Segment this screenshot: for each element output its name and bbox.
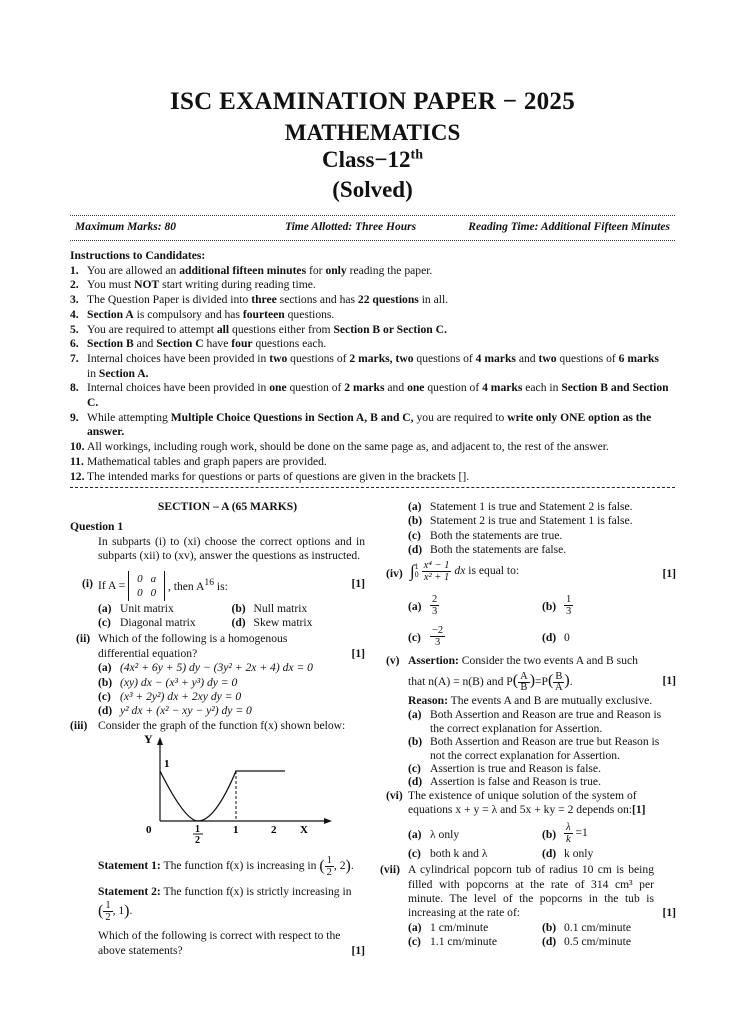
option[interactable]: (c) $\frac{-2}{3}$ xyxy=(408,624,444,648)
instruction-item xyxy=(70,323,670,338)
q-iii-ask: Which of the following is correct with respect to the above statements? [1] xyxy=(98,929,365,957)
instruction-text: Section B and Section C have four questions each. xyxy=(87,337,327,351)
instruction-text: The Question Paper is divided into three sections and has 22 questions in all. xyxy=(87,293,449,307)
option[interactable]: (a) Statement 1 is true and Statement 2 is false. xyxy=(408,500,633,513)
tick-half-num: 1 xyxy=(195,824,200,836)
q-vii-options xyxy=(386,921,676,950)
option[interactable]: (b) 0.1 cm/minute xyxy=(542,920,631,934)
option[interactable]: (c) Diagonal matrix xyxy=(98,616,196,630)
option[interactable]: (a) λ only xyxy=(408,827,460,841)
option[interactable]: (d) k only xyxy=(542,846,594,860)
tick-2: 2 xyxy=(271,824,277,837)
q-iv-stem: (iv) ∫$^1_0$ $\frac{\text{x⁴ − 1}}{\text{x² + 1}}$ dx is equal to: [1] xyxy=(386,559,676,583)
instruction-number: 7. xyxy=(70,351,79,365)
paper-title: ISC EXAMINATION PAPER − 2025 xyxy=(169,88,576,115)
instruction-number: 1. xyxy=(70,263,79,277)
instruction-number: 6. xyxy=(70,337,79,351)
instruction-item xyxy=(70,455,670,470)
q-v-line2: that n(A) = n(B) and P( $\frac{A}{B}$ )=P( $\frac{B}{A}$ ). [1] xyxy=(408,670,676,693)
matrix-a: 0 a 0 0 xyxy=(128,571,165,601)
instruction-text: You must NOT start writing during reading time. xyxy=(87,278,316,292)
instruction-number: 3. xyxy=(70,293,79,307)
option[interactable]: (c) Both the statements are true. xyxy=(408,528,563,542)
option[interactable]: (b) $\frac{1}{3}$ xyxy=(542,593,572,617)
instruction-item xyxy=(70,381,670,410)
option[interactable]: (c) 1.1 cm/minute xyxy=(408,935,497,949)
instruction-item xyxy=(70,440,670,455)
section-a-heading: SECTION – A (65 MARKS) xyxy=(157,500,298,513)
q-vii-stem: (vii) A cylindrical popcorn tub of radius 10 cm is being filled with popcorns at the rate of 314 cm³ per minute. The level of the popcorns in the tub is increasing at the rate of: [1] xyxy=(380,863,676,920)
class-title: Class−12th xyxy=(322,147,423,172)
instruction-item xyxy=(70,411,670,440)
option[interactable]: (b) (xy) dx − (x³ + y³) dy = 0 xyxy=(98,675,238,689)
reading-time: Reading Time: Additional Fifteen Minutes xyxy=(468,221,670,233)
question-1-intro: In subparts (i) to (xi) choose the correct options and in subparts (xii) to (xv), answer the questions as instructed. xyxy=(98,534,365,563)
question-1-label: Question 1 xyxy=(70,520,124,534)
instruction-number: 4. xyxy=(70,307,79,321)
q-vi-stem: (vi) The existence of unique solution of the system of equations x + y = λ and 5x + ky = 2 depends on:[1] xyxy=(386,788,646,817)
option[interactable]: (b) $\frac{\lambda}{k}$ =1 xyxy=(542,821,588,845)
q-v-assertion: (v) Assertion: Consider the two events A and B such xyxy=(386,653,638,667)
q-iii-options xyxy=(386,500,676,558)
instruction-item xyxy=(70,278,670,293)
instructions-heading: Instructions to Candidates: xyxy=(70,249,206,262)
option[interactable]: (b) Null matrix xyxy=(231,601,308,615)
statement-2: Statement 2: The function f(x) is strictly increasing in ( $\frac{1}{2}$ , 1). xyxy=(98,885,352,924)
option[interactable]: (d) 0 xyxy=(542,630,570,644)
time-allotted: Time Allotted: Three Hours xyxy=(285,221,417,233)
option[interactable]: (b) Both Assertion and Reason are true but Reason is not the correct explanation for Assertion. xyxy=(408,735,660,762)
instruction-text: You are allowed an additional fifteen minutes for only reading the paper. xyxy=(87,263,433,277)
divider-top xyxy=(70,215,675,216)
origin-label: 0 xyxy=(146,824,152,837)
q-iv-options xyxy=(386,594,676,648)
option[interactable]: (b) Statement 2 is true and Statement 1 is false. xyxy=(408,514,633,528)
instruction-number: 5. xyxy=(70,322,79,336)
option[interactable]: (a) (4x² + 6y + 5) dy − (3y² + 2x + 4) dx = 0 xyxy=(98,661,313,675)
divider-bottom xyxy=(70,240,675,241)
instruction-text: While attempting Multiple Choice Questions in Section A, B and C, you are required to write only ONE option as the answer. xyxy=(87,410,652,439)
option[interactable]: (d) 0.5 cm/minute xyxy=(542,935,631,949)
instruction-text: You are required to attempt all questions either from Section B or Section C. xyxy=(87,322,447,336)
statement-1: Statement 1: The function f(x) is increasing in ( $\frac{1}{2}$ , 2). xyxy=(98,855,354,879)
instruction-text: The intended marks for questions or parts of questions are given in the brackets []. xyxy=(87,469,470,483)
right-column xyxy=(380,500,676,950)
function-curve xyxy=(160,771,285,821)
option[interactable]: (c) both k and λ xyxy=(408,846,488,860)
q-vi-options xyxy=(386,822,676,861)
option[interactable]: (a) 1 cm/minute xyxy=(408,920,489,934)
instruction-item xyxy=(70,470,670,485)
solved-title: (Solved) xyxy=(332,177,413,202)
q-iii-stem: (iii) Consider the graph of the function f(x) shown below: xyxy=(70,718,346,732)
option[interactable]: (c) Assertion is true and Reason is false. xyxy=(408,762,601,776)
tick-1: 1 xyxy=(233,824,239,837)
option[interactable]: (d) Both the statements are false. xyxy=(408,543,567,557)
x-axis-arrow xyxy=(324,818,332,824)
instruction-number: 12. xyxy=(70,469,85,483)
option[interactable]: (a) $\frac{2}{3}$ xyxy=(408,593,438,617)
y-one-label: 1 xyxy=(164,758,170,771)
max-marks: Maximum Marks: 80 xyxy=(75,221,176,233)
tick-half-den: 2 xyxy=(195,835,200,844)
instruction-item xyxy=(70,293,670,308)
instruction-text: Internal choices have been provided in two questions of 2 marks, two questions of 4 marks and two questions of 6 marks in Section A. xyxy=(87,351,659,380)
instruction-number: 8. xyxy=(70,381,79,395)
instruction-item xyxy=(70,264,670,279)
instruction-number: 2. xyxy=(70,278,79,292)
option[interactable]: (d) Skew matrix xyxy=(231,616,313,630)
option[interactable]: (d) Assertion is false and Reason is true. xyxy=(408,775,601,789)
instruction-text: All workings, including rough work, should be done on the same page as, and adjacent to, the rest of the answer. xyxy=(87,440,609,454)
left-column xyxy=(70,500,365,958)
y-axis-arrow xyxy=(157,737,163,745)
instruction-number: 10. xyxy=(70,440,85,454)
x-axis-label: X xyxy=(300,824,308,837)
option[interactable]: (d) y² dx + (x² − xy − y²) dy = 0 xyxy=(98,704,252,718)
option[interactable]: (c) (x³ + 2y²) dx + 2xy dy = 0 xyxy=(98,690,242,704)
y-axis-label: Y xyxy=(144,735,153,747)
instruction-item xyxy=(70,308,670,323)
instruction-item xyxy=(70,337,670,352)
q-v-reason: Reason: The events A and B are mutually exclusive. xyxy=(408,694,653,708)
instruction-text: Mathematical tables and graph papers are provided. xyxy=(87,454,327,468)
q-ii-options xyxy=(70,661,365,719)
option[interactable]: (a) Both Assertion and Reason are true and Reason is the correct explanation for Assertion. xyxy=(408,708,662,735)
instructions-list xyxy=(70,264,670,485)
instruction-text: Section A is compulsory and has fourteen questions. xyxy=(87,307,335,321)
instruction-text: Internal choices have been provided in one question of 2 marks and one question of 4 marks each in Section B and Section C. xyxy=(87,381,669,410)
section-divider xyxy=(70,487,675,488)
q-ii-stem: (ii) Which of the following is a homogenous differential equation? [1] xyxy=(76,632,365,660)
instruction-number: 11. xyxy=(70,454,84,468)
q-i-stem: (i) If A = 0 a 0 0 , then $A^{16}$ is: [1] xyxy=(82,572,365,599)
instructions xyxy=(70,249,670,484)
subject-title: MATHEMATICS xyxy=(284,120,461,145)
instruction-item xyxy=(70,352,670,381)
option[interactable]: (a) Unit matrix xyxy=(98,601,174,615)
q-i-options xyxy=(70,602,365,631)
function-graph xyxy=(140,735,340,843)
instruction-number: 9. xyxy=(70,410,79,424)
q-v-options xyxy=(386,708,676,788)
